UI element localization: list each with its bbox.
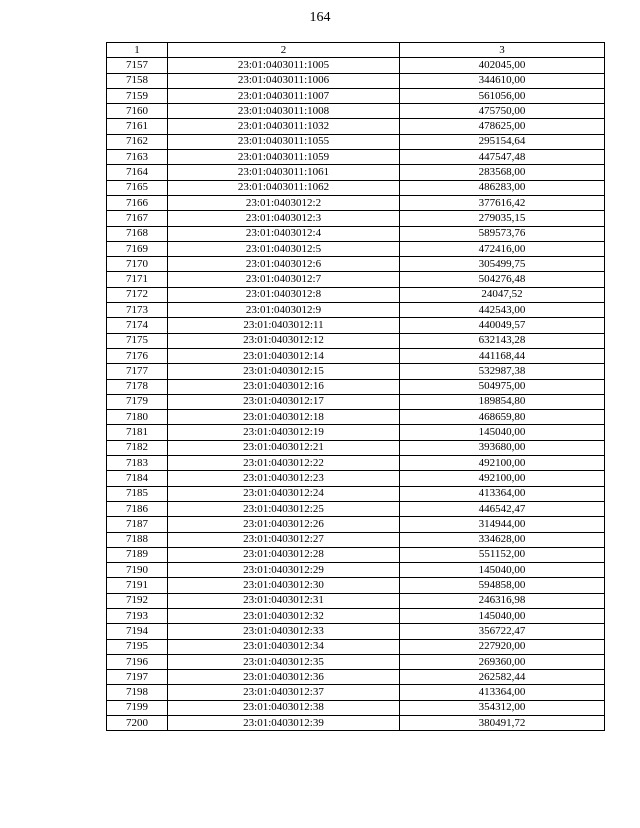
cadastral-number-cell: 23:01:0403012:24 (168, 486, 400, 501)
row-number-cell: 7171 (107, 272, 168, 287)
table-row (107, 165, 605, 180)
table-row (107, 685, 605, 700)
value-cell: 246316,98 (400, 593, 605, 608)
row-number-cell: 7157 (107, 58, 168, 73)
value-cell: 447547,48 (400, 150, 605, 165)
row-number-cell: 7163 (107, 150, 168, 165)
table-row (107, 700, 605, 715)
row-number-cell: 7175 (107, 333, 168, 348)
value-cell: 632143,28 (400, 333, 605, 348)
table-row (107, 119, 605, 134)
cadastral-number-cell: 23:01:0403012:9 (168, 303, 400, 318)
header-cell-2: 2 (168, 43, 400, 58)
value-cell: 227920,00 (400, 639, 605, 654)
value-cell: 478625,00 (400, 119, 605, 134)
value-cell: 24047,52 (400, 287, 605, 302)
value-cell: 145040,00 (400, 608, 605, 623)
table-row (107, 716, 605, 731)
row-number-cell: 7177 (107, 364, 168, 379)
table-row (107, 150, 605, 165)
value-cell: 344610,00 (400, 73, 605, 88)
value-cell: 269360,00 (400, 654, 605, 669)
table-row (107, 608, 605, 623)
header-cell-3: 3 (400, 43, 605, 58)
value-cell: 446542,47 (400, 501, 605, 516)
row-number-cell: 7185 (107, 486, 168, 501)
cadastral-number-cell: 23:01:0403012:33 (168, 624, 400, 639)
cadastral-number-cell: 23:01:0403012:18 (168, 410, 400, 425)
table-row (107, 379, 605, 394)
table-row (107, 639, 605, 654)
cadastral-number-cell: 23:01:0403012:14 (168, 348, 400, 363)
cadastral-number-cell: 23:01:0403012:16 (168, 379, 400, 394)
cadastral-number-cell: 23:01:0403012:7 (168, 272, 400, 287)
row-number-cell: 7192 (107, 593, 168, 608)
cadastral-number-cell: 23:01:0403012:6 (168, 257, 400, 272)
table-row (107, 563, 605, 578)
table-row (107, 257, 605, 272)
value-cell: 145040,00 (400, 425, 605, 440)
cadastral-number-cell: 23:01:0403012:26 (168, 517, 400, 532)
cadastral-number-cell: 23:01:0403012:19 (168, 425, 400, 440)
value-cell: 295154,64 (400, 134, 605, 149)
row-number-cell: 7178 (107, 379, 168, 394)
cadastral-number-cell: 23:01:0403012:39 (168, 716, 400, 731)
row-number-cell: 7179 (107, 394, 168, 409)
value-cell: 504975,00 (400, 379, 605, 394)
cadastral-number-cell: 23:01:0403011:1006 (168, 73, 400, 88)
value-cell: 402045,00 (400, 58, 605, 73)
value-cell: 468659,80 (400, 410, 605, 425)
value-cell: 314944,00 (400, 517, 605, 532)
table-row (107, 471, 605, 486)
table-row (107, 456, 605, 471)
cadastral-number-cell: 23:01:0403012:22 (168, 456, 400, 471)
row-number-cell: 7181 (107, 425, 168, 440)
data-table (106, 42, 605, 731)
value-cell: 380491,72 (400, 716, 605, 731)
cadastral-number-cell: 23:01:0403012:35 (168, 654, 400, 669)
table-row (107, 287, 605, 302)
value-cell: 189854,80 (400, 394, 605, 409)
row-number-cell: 7188 (107, 532, 168, 547)
value-cell: 504276,48 (400, 272, 605, 287)
row-number-cell: 7200 (107, 716, 168, 731)
table-row (107, 501, 605, 516)
cadastral-number-cell: 23:01:0403012:8 (168, 287, 400, 302)
row-number-cell: 7173 (107, 303, 168, 318)
value-cell: 413364,00 (400, 685, 605, 700)
cadastral-number-cell: 23:01:0403012:4 (168, 226, 400, 241)
row-number-cell: 7183 (107, 456, 168, 471)
cadastral-number-cell: 23:01:0403011:1032 (168, 119, 400, 134)
value-cell: 356722,47 (400, 624, 605, 639)
cadastral-number-cell: 23:01:0403012:5 (168, 241, 400, 256)
table-row (107, 318, 605, 333)
row-number-cell: 7197 (107, 670, 168, 685)
cadastral-number-cell: 23:01:0403012:36 (168, 670, 400, 685)
table-row (107, 73, 605, 88)
row-number-cell: 7199 (107, 700, 168, 715)
row-number-cell: 7187 (107, 517, 168, 532)
header-row (107, 43, 605, 58)
table-body (107, 58, 605, 731)
value-cell: 492100,00 (400, 471, 605, 486)
row-number-cell: 7186 (107, 501, 168, 516)
row-number-cell: 7161 (107, 119, 168, 134)
cadastral-number-cell: 23:01:0403012:32 (168, 608, 400, 623)
table-row (107, 348, 605, 363)
row-number-cell: 7193 (107, 608, 168, 623)
cadastral-number-cell: 23:01:0403012:21 (168, 440, 400, 455)
table-row (107, 104, 605, 119)
cadastral-number-cell: 23:01:0403012:12 (168, 333, 400, 348)
cadastral-number-cell: 23:01:0403012:2 (168, 195, 400, 210)
table-row (107, 410, 605, 425)
table-row (107, 226, 605, 241)
value-cell: 279035,15 (400, 211, 605, 226)
cadastral-number-cell: 23:01:0403012:38 (168, 700, 400, 715)
table-row (107, 654, 605, 669)
value-cell: 377616,42 (400, 195, 605, 210)
table-row (107, 333, 605, 348)
table-row (107, 532, 605, 547)
value-cell: 283568,00 (400, 165, 605, 180)
row-number-cell: 7170 (107, 257, 168, 272)
row-number-cell: 7180 (107, 410, 168, 425)
cadastral-number-cell: 23:01:0403012:31 (168, 593, 400, 608)
value-cell: 472416,00 (400, 241, 605, 256)
cadastral-number-cell: 23:01:0403011:1008 (168, 104, 400, 119)
cadastral-number-cell: 23:01:0403011:1059 (168, 150, 400, 165)
row-number-cell: 7189 (107, 547, 168, 562)
cadastral-number-cell: 23:01:0403012:25 (168, 501, 400, 516)
table-row (107, 440, 605, 455)
cadastral-number-cell: 23:01:0403012:11 (168, 318, 400, 333)
header-cell-1: 1 (107, 43, 168, 58)
row-number-cell: 7162 (107, 134, 168, 149)
table-row (107, 593, 605, 608)
row-number-cell: 7167 (107, 211, 168, 226)
cadastral-number-cell: 23:01:0403012:28 (168, 547, 400, 562)
table-row (107, 58, 605, 73)
row-number-cell: 7182 (107, 440, 168, 455)
row-number-cell: 7159 (107, 88, 168, 103)
value-cell: 440049,57 (400, 318, 605, 333)
row-number-cell: 7169 (107, 241, 168, 256)
value-cell: 442543,00 (400, 303, 605, 318)
table-row (107, 547, 605, 562)
row-number-cell: 7160 (107, 104, 168, 119)
table-row (107, 134, 605, 149)
table-row (107, 578, 605, 593)
table-row (107, 211, 605, 226)
value-cell: 262582,44 (400, 670, 605, 685)
page-number: 164 (309, 10, 331, 25)
table-row (107, 517, 605, 532)
row-number-cell: 7190 (107, 563, 168, 578)
value-cell: 305499,75 (400, 257, 605, 272)
cadastral-number-cell: 23:01:0403012:37 (168, 685, 400, 700)
table-row (107, 364, 605, 379)
cadastral-number-cell: 23:01:0403012:15 (168, 364, 400, 379)
table-row (107, 303, 605, 318)
cadastral-number-cell: 23:01:0403011:1062 (168, 180, 400, 195)
cadastral-number-cell: 23:01:0403012:30 (168, 578, 400, 593)
table-row (107, 88, 605, 103)
row-number-cell: 7158 (107, 73, 168, 88)
cadastral-number-cell: 23:01:0403011:1005 (168, 58, 400, 73)
row-number-cell: 7166 (107, 195, 168, 210)
value-cell: 413364,00 (400, 486, 605, 501)
row-number-cell: 7196 (107, 654, 168, 669)
value-cell: 492100,00 (400, 456, 605, 471)
row-number-cell: 7164 (107, 165, 168, 180)
cadastral-number-cell: 23:01:0403012:34 (168, 639, 400, 654)
row-number-cell: 7168 (107, 226, 168, 241)
value-cell: 393680,00 (400, 440, 605, 455)
cadastral-number-cell: 23:01:0403011:1007 (168, 88, 400, 103)
value-cell: 354312,00 (400, 700, 605, 715)
table-row (107, 425, 605, 440)
table-row (107, 486, 605, 501)
value-cell: 145040,00 (400, 563, 605, 578)
cadastral-number-cell: 23:01:0403012:29 (168, 563, 400, 578)
cadastral-number-cell: 23:01:0403012:23 (168, 471, 400, 486)
table-row (107, 394, 605, 409)
value-cell: 334628,00 (400, 532, 605, 547)
table-row (107, 670, 605, 685)
row-number-cell: 7165 (107, 180, 168, 195)
row-number-cell: 7184 (107, 471, 168, 486)
cadastral-number-cell: 23:01:0403012:27 (168, 532, 400, 547)
row-number-cell: 7198 (107, 685, 168, 700)
value-cell: 532987,38 (400, 364, 605, 379)
table-row (107, 272, 605, 287)
value-cell: 589573,76 (400, 226, 605, 241)
table-row (107, 180, 605, 195)
table-row (107, 195, 605, 210)
cadastral-number-cell: 23:01:0403011:1055 (168, 134, 400, 149)
row-number-cell: 7194 (107, 624, 168, 639)
row-number-cell: 7191 (107, 578, 168, 593)
value-cell: 551152,00 (400, 547, 605, 562)
value-cell: 486283,00 (400, 180, 605, 195)
cadastral-number-cell: 23:01:0403012:17 (168, 394, 400, 409)
table-row (107, 624, 605, 639)
table-row (107, 241, 605, 256)
row-number-cell: 7176 (107, 348, 168, 363)
value-cell: 594858,00 (400, 578, 605, 593)
row-number-cell: 7172 (107, 287, 168, 302)
row-number-cell: 7174 (107, 318, 168, 333)
cadastral-number-cell: 23:01:0403011:1061 (168, 165, 400, 180)
row-number-cell: 7195 (107, 639, 168, 654)
value-cell: 561056,00 (400, 88, 605, 103)
table-header (107, 43, 605, 58)
value-cell: 475750,00 (400, 104, 605, 119)
value-cell: 441168,44 (400, 348, 605, 363)
cadastral-number-cell: 23:01:0403012:3 (168, 211, 400, 226)
